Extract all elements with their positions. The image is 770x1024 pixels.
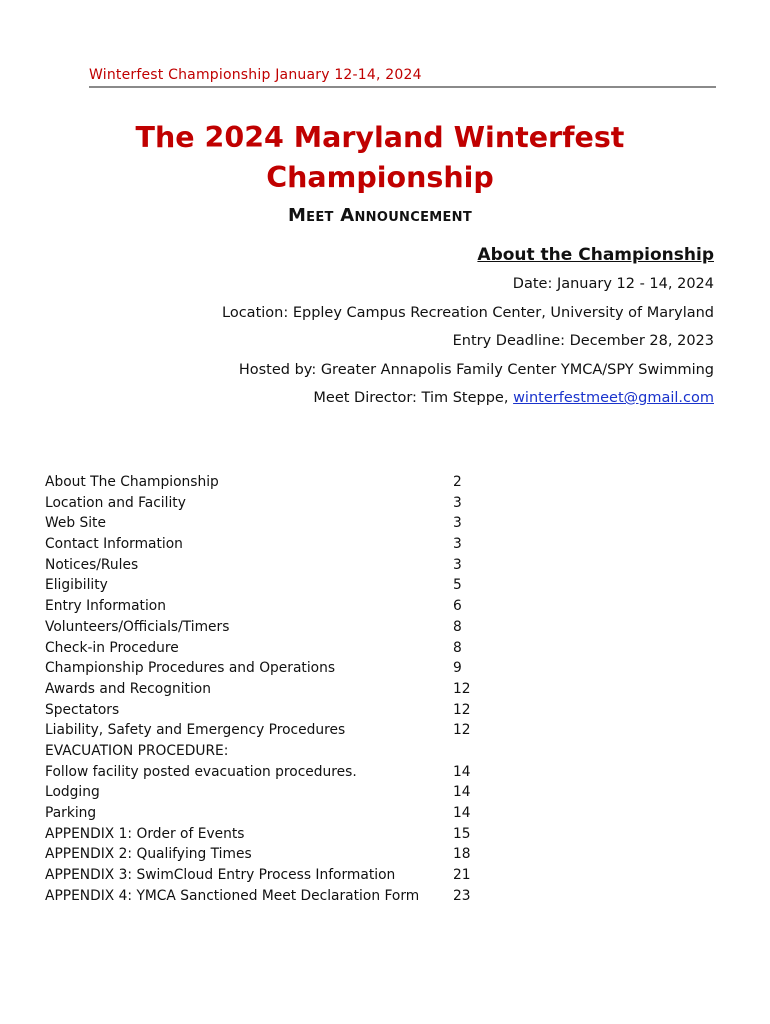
toc-entry-page: 3 (453, 494, 462, 511)
toc-entry-page: 18 (453, 846, 471, 863)
toc-entry[interactable] (45, 886, 485, 907)
toc-entry[interactable] (45, 617, 485, 638)
toc-entry-page: 9 (453, 660, 462, 677)
toc-entry[interactable] (45, 534, 485, 555)
toc-entry-title: Awards and Recognition (45, 680, 211, 697)
toc-entry[interactable] (45, 658, 485, 679)
toc-entry-title: Lodging (45, 784, 100, 801)
toc-entry-page: 15 (453, 825, 471, 842)
meet-date: Date: January 12 - 14, 2024 (512, 276, 714, 292)
toc-entry[interactable] (45, 555, 485, 576)
document-title-line-1: The 2024 Maryland Winterfest (135, 121, 625, 154)
document-title (0, 118, 760, 198)
toc-entry[interactable] (45, 493, 485, 514)
toc-entry[interactable] (45, 679, 485, 700)
toc-entry-title: APPENDIX 4: YMCA Sanctioned Meet Declaration Form (45, 887, 420, 904)
entry-deadline: Entry Deadline: December 28, 2023 (452, 333, 714, 349)
toc-entry-title: Spectators (45, 701, 120, 718)
toc-entry-page: 5 (453, 577, 462, 594)
toc-entry-page: 8 (453, 618, 462, 635)
toc-entry-page: 23 (453, 887, 471, 904)
toc-entry-page: 3 (453, 515, 462, 532)
toc-entry-page: 12 (453, 680, 471, 697)
toc-entry-title: Championship Procedures and Operations (45, 660, 336, 677)
toc-entry-title: Notices/Rules (45, 556, 139, 573)
toc-entry-title: Follow facility posted evacuation procedures. (45, 763, 357, 780)
toc-entry[interactable] (45, 596, 485, 617)
toc-entry-page: 6 (453, 598, 462, 615)
toc-entry[interactable] (45, 472, 485, 493)
toc-entry-page: 14 (453, 784, 471, 801)
toc-entry-title: About The Championship (45, 474, 219, 490)
toc-entry[interactable] (45, 844, 485, 865)
toc-entry[interactable] (45, 720, 485, 741)
toc-entry-page: 3 (453, 536, 462, 553)
meet-location: Location: Eppley Campus Recreation Center, University of Maryland (222, 304, 714, 321)
toc-entry-title: Contact Information (45, 536, 183, 553)
toc-entry-title: Eligibility (45, 577, 108, 594)
toc-entry[interactable] (45, 782, 485, 803)
meet-director (222, 384, 714, 413)
toc-entry-page (453, 741, 485, 762)
director-email-link[interactable]: winterfestmeet@gmail.com (513, 390, 714, 406)
document-title-line-2: Championship (266, 161, 494, 194)
toc-entry-page: 14 (453, 805, 471, 821)
toc-entry[interactable] (45, 513, 485, 534)
hosted-by: Hosted by: Greater Annapolis Family Center YMCA/SPY Swimming (238, 361, 714, 378)
toc-entry-title: APPENDIX 1: Order of Events (45, 825, 245, 842)
toc-entry-title: Entry Information (45, 598, 166, 615)
toc-entry-title: APPENDIX 3: SwimCloud Entry Process Information (45, 867, 396, 884)
toc-entry[interactable] (45, 865, 485, 886)
toc-entry-title: Liability, Safety and Emergency Procedures (45, 722, 346, 739)
running-header-text: Winterfest Championship January 12-14, 2024 (89, 67, 422, 83)
toc-entry-title: Volunteers/Officials/Timers (45, 618, 230, 635)
toc-entry-page: 21 (453, 867, 471, 884)
running-header (89, 64, 716, 88)
document-subtitle: Meet Announcement (287, 205, 473, 226)
toc-entry-page: 8 (453, 639, 462, 656)
toc-entry-title: Location and Facility (45, 494, 186, 511)
toc-entry-title: Web Site (45, 515, 106, 532)
toc-entry[interactable] (45, 762, 485, 783)
toc-entry-title: Check-in Procedure (45, 639, 179, 656)
toc-entry-page: 12 (453, 722, 471, 739)
toc-entry-title: EVACUATION PROCEDURE: (45, 742, 229, 759)
toc-entry[interactable] (45, 575, 485, 596)
toc-entry-page: 2 (453, 474, 462, 490)
toc-entry[interactable] (45, 741, 485, 762)
toc-entry-page: 14 (453, 763, 471, 780)
toc-entry-page: 3 (453, 556, 462, 573)
toc-entry[interactable] (45, 803, 485, 824)
toc-entry[interactable] (45, 700, 485, 721)
toc-entry[interactable] (45, 824, 485, 845)
toc-entry-title: Parking (45, 805, 97, 821)
about-heading: About the Championship (477, 245, 714, 265)
toc-entry-title: APPENDIX 2: Qualifying Times (45, 846, 252, 863)
toc-entry-page: 12 (453, 701, 471, 718)
meet-director-label: Meet Director: Tim Steppe, (313, 390, 514, 406)
table-of-contents (45, 472, 485, 906)
about-section (222, 243, 714, 413)
toc-entry[interactable] (45, 638, 485, 659)
